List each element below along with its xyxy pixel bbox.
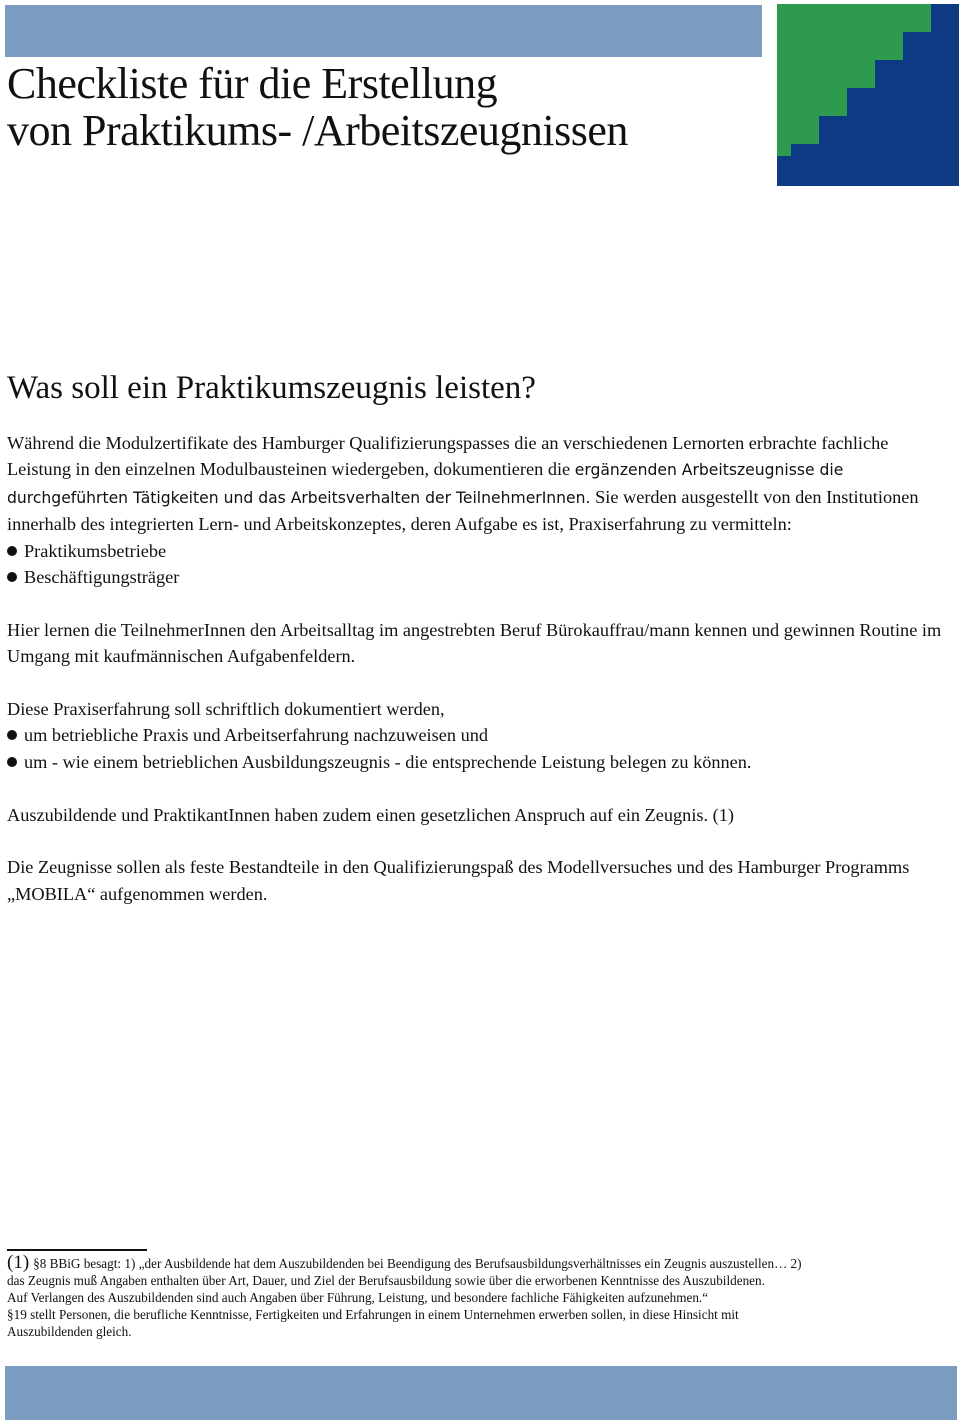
list-item xyxy=(7,538,952,564)
footnote-divider xyxy=(7,1249,147,1251)
page-title-line-2: von Praktikums- /Arbeitszeugnissen xyxy=(7,106,628,155)
paragraph-legal-claim: Auszubildende und PraktikantInnen haben zudem einen gesetzlichen Anspruch auf ein Zeugnis. (1) xyxy=(7,804,734,825)
intro-text-a: Während die Modulzertifikate des Hamburger Qualifizierungspasses die an verschiedenen Lernorten erbrachte fachliche Leistung in den einzelnen Modulbausteinen wiedergeben, dokumentieren die xyxy=(7,433,889,480)
header-bar xyxy=(5,5,762,57)
footnote-text-1: §8 BBiG besagt: 1) „der Ausbildende hat dem Auszubildenden bei Beendigung des Berufsausbildungsverhältnisses ein Zeugnis auszustellen… 2) xyxy=(33,1256,802,1271)
list-item-text: um betriebliche Praxis und Arbeitserfahrung nachzuweisen und xyxy=(24,725,489,746)
bullet-icon xyxy=(7,730,17,740)
section-heading: Was soll ein Praktikumszeugnis leisten? xyxy=(7,370,536,406)
footnote-line-2: das Zeugnis muß Angaben enthalten über Art, Dauer, und Ziel der Berufsausbildung sowie über die erworbenen Kenntnisse des Auszubildenen. xyxy=(7,1273,765,1288)
documentation-intro: Diese Praxiserfahrung soll schriftlich dokumentiert werden, xyxy=(7,699,445,720)
document-body xyxy=(7,430,952,934)
bullet-icon xyxy=(7,757,17,767)
paragraph-documentation xyxy=(7,696,952,775)
list-item xyxy=(7,722,952,748)
list-item-text: Beschäftigungsträger xyxy=(24,567,180,588)
list-item xyxy=(7,749,952,775)
footnote-line-3: Auf Verlangen des Auszubildenden sind auch Angaben über Führung, Leistung, und besondere fachliche Fähigkeiten aufzunehmen.“ xyxy=(7,1290,709,1305)
list-item-text: um - wie einem betrieblichen Ausbildungszeugnis - die entsprechende Leistung belegen zu können. xyxy=(24,751,752,772)
bullet-icon xyxy=(7,546,17,556)
intro-paragraph xyxy=(7,430,952,590)
paragraph-qualification-pass: Die Zeugnisse sollen als feste Bestandteile in den Qualifizierungspaß des Modellversuches und des Hamburger Programms „MOBILA“ aufgenommen werden. xyxy=(7,857,910,904)
intro-text-sans: ergänzenden Arbeitszeugnisse die durchgeführten Tätigkeiten und das Arbeitsverhalten der TeilnehmerInnen. xyxy=(7,461,844,507)
footer-bar xyxy=(5,1366,957,1420)
footnote xyxy=(7,1254,955,1340)
bullet-icon xyxy=(7,572,17,582)
footnote-line-5: Auszubildenden gleich. xyxy=(7,1324,132,1339)
list-item-text: Praktikumsbetriebe xyxy=(24,540,167,561)
list-item xyxy=(7,564,952,590)
footnote-marker: (1) xyxy=(7,1252,30,1273)
footnote-line-4: §19 stellt Personen, die berufliche Kenntnisse, Fertigkeiten und Erfahrungen in einem Unternehmen erwerben sollen, in diese Hinsicht mit xyxy=(7,1307,739,1322)
page-title-line-1: Checkliste für die Erstellung xyxy=(7,59,498,108)
intro-text-b: Sie werden ausgestellt von den Institutionen innerhalb des integrierten Lern- und Arbeitskonzeptes, deren Aufgabe es ist, Praxiserfahrung zu vermitteln: xyxy=(7,486,919,535)
paragraph-workplace: Hier lernen die TeilnehmerInnen den Arbeitsalltag im angestrebten Beruf Bürokauffrau/mann kennen und gewinnen Routine im Umgang mit kaufmännischen Aufgabenfeldern. xyxy=(7,619,942,667)
staircase-logo-icon xyxy=(777,4,959,186)
footnote-line-1 xyxy=(7,1254,955,1272)
page-title xyxy=(7,60,628,154)
